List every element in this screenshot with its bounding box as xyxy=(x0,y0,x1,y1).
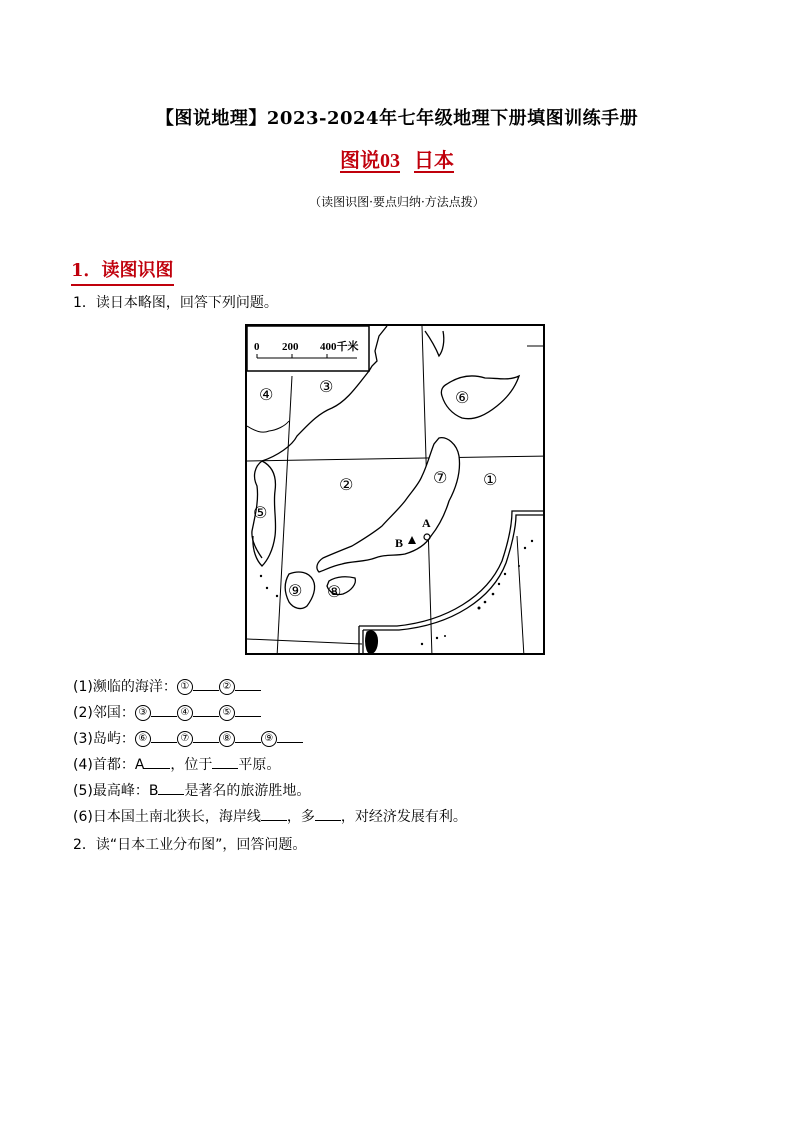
honshu xyxy=(317,438,460,572)
chapter-note: （读图识图·要点归纳·方法点拨） xyxy=(309,195,485,209)
marker-3: ③ xyxy=(319,377,334,396)
item-6-suffix: ，对经济发展有利。 xyxy=(340,809,467,825)
blank-field[interactable] xyxy=(193,704,219,717)
chapter-subtitle xyxy=(0,144,794,173)
item-3-circle-1: ⑥ xyxy=(135,731,151,747)
item-2-circle-2: ④ xyxy=(177,705,193,721)
meridian-line-east xyxy=(517,536,524,655)
sakhalin xyxy=(425,331,444,356)
marker-4: ④ xyxy=(259,385,274,404)
item-6-mid: ，多 xyxy=(286,809,315,825)
blank-field[interactable] xyxy=(151,730,177,743)
item-2-circle-3: ⑤ xyxy=(219,705,235,721)
blank-field[interactable] xyxy=(235,678,261,691)
marker-9: ⑨ xyxy=(288,581,303,600)
northeast-coast xyxy=(369,326,387,371)
item-4 xyxy=(73,754,280,774)
meridian-line-west xyxy=(277,376,292,655)
blank-field[interactable] xyxy=(151,704,177,717)
marker-8: ⑧ xyxy=(327,582,342,601)
subtitle-prefix: 图说 xyxy=(340,148,380,172)
japan-map-drawing xyxy=(247,326,545,655)
blank-field[interactable] xyxy=(193,678,219,691)
blank-field[interactable] xyxy=(235,704,261,717)
point-a-label: A xyxy=(422,516,431,530)
item-2-circle-1: ③ xyxy=(135,705,151,721)
item-6-prefix: (6)日本国土南北狭长，海岸线 xyxy=(73,809,261,825)
question-2-prompt: 2．读“日本工业分布图”，回答问题。 xyxy=(73,837,307,853)
marker-1: ① xyxy=(483,470,498,489)
item-4-prefix: (4)首都：A xyxy=(73,757,145,773)
item-4-suffix: 平原。 xyxy=(238,757,281,773)
item-3-prefix: (3)岛屿： xyxy=(73,731,135,747)
scale-label-400: 400千米 xyxy=(320,341,359,353)
blank-field[interactable] xyxy=(261,808,287,821)
document-title: 【图说地理】2023-2024年七年级地理下册填图训练手册 xyxy=(155,108,639,129)
question-1-prompt: 1．读日本略图，回答下列问题。 xyxy=(73,295,278,311)
item-3-circle-2: ⑦ xyxy=(177,731,193,747)
item-2 xyxy=(73,702,261,722)
parallel-line xyxy=(247,456,545,461)
blank-field[interactable] xyxy=(193,730,219,743)
subtitle-number: 03 xyxy=(380,150,400,172)
blank-field[interactable] xyxy=(277,730,303,743)
item-1-circle-1: ① xyxy=(177,679,193,695)
marker-5: ⑤ xyxy=(253,503,268,522)
hokkaido xyxy=(441,376,519,419)
marker-7: ⑦ xyxy=(433,468,448,487)
item-1 xyxy=(73,676,261,696)
blank-field[interactable] xyxy=(144,756,170,769)
item-5-prefix: (5)最高峰：B xyxy=(73,783,159,799)
blank-field[interactable] xyxy=(158,782,184,795)
blank-field[interactable] xyxy=(212,756,238,769)
scale-label-200: 200 xyxy=(282,341,299,353)
item-2-prefix: (2)邻国： xyxy=(73,705,135,721)
japan-map xyxy=(245,324,545,655)
item-4-mid: ，位于 xyxy=(170,757,213,773)
parallel-line-south xyxy=(247,639,362,644)
item-3 xyxy=(73,728,303,748)
border-line xyxy=(247,421,289,432)
blank-field[interactable] xyxy=(315,808,341,821)
taiwan xyxy=(366,631,378,654)
scale-label-0: 0 xyxy=(254,341,260,353)
item-1-circle-2: ② xyxy=(219,679,235,695)
marker-2: ② xyxy=(339,475,354,494)
marker-6: ⑥ xyxy=(455,388,470,407)
point-b-label: B xyxy=(395,536,404,550)
item-3-circle-4: ⑨ xyxy=(261,731,277,747)
item-5 xyxy=(73,780,310,800)
item-6 xyxy=(73,806,467,826)
item-1-prefix: (1)濒临的海洋： xyxy=(73,679,177,695)
section-heading: 1．读图识图 xyxy=(71,256,174,286)
item-5-suffix: 是著名的旅游胜地。 xyxy=(184,783,311,799)
item-3-circle-3: ⑧ xyxy=(219,731,235,747)
subtitle-topic: 日本 xyxy=(414,148,454,172)
blank-field[interactable] xyxy=(235,730,261,743)
